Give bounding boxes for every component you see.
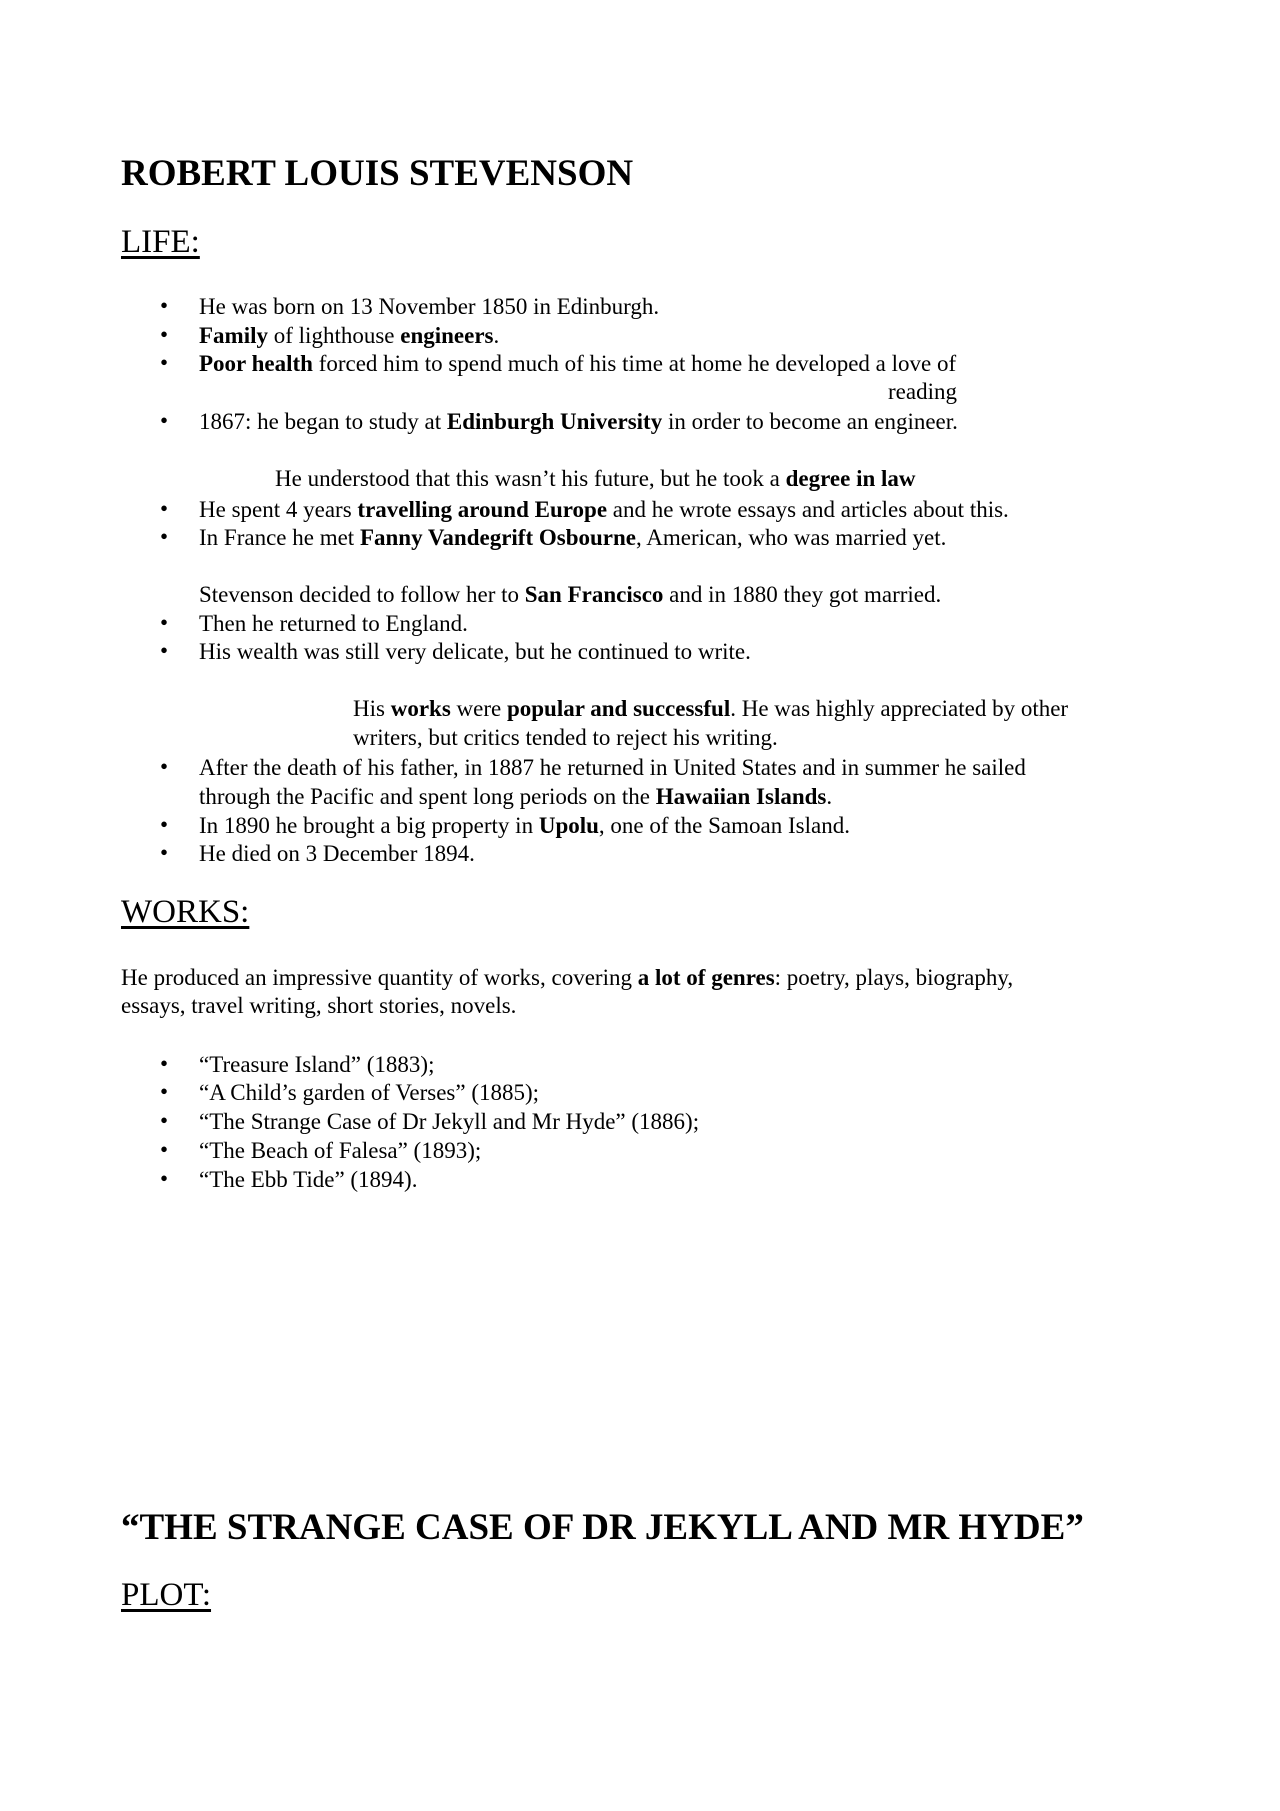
bullet-icon: •	[160, 1137, 169, 1162]
works-item: “Treasure Island” (1883);	[199, 1052, 435, 1077]
bullet-icon: •	[160, 812, 169, 837]
life-note-works: His works were popular and successful. He was highly appreciated by other	[353, 696, 1069, 721]
life-item-4: 1867: he began to study at Edinburgh University in order to become an engineer.	[199, 409, 958, 434]
plot-heading: PLOT:	[121, 1577, 212, 1613]
life-item-3: Poor health forced him to spend much of his time at home he developed a love of	[199, 351, 957, 376]
bullet-icon: •	[160, 524, 169, 549]
works-item: “The Ebb Tide” (1894).	[199, 1167, 418, 1192]
works-intro: He produced an impressive quantity of works, covering a lot of genres: poetry, plays, biography,	[121, 965, 1014, 990]
life-item-9: After the death of his father, in 1887 he returned in United States and in summer he sailed	[199, 755, 1026, 780]
life-item-7: Then he returned to England.	[199, 611, 468, 636]
life-item-5: He spent 4 years travelling around Europe and he wrote essays and articles about this.	[199, 497, 1009, 522]
bullet-icon: •	[160, 496, 169, 521]
bullet-icon: •	[160, 322, 169, 347]
life-item-10: In 1890 he brought a big property in Upolu, one of the Samoan Island.	[199, 813, 850, 838]
bullet-icon: •	[160, 754, 169, 779]
life-item-2: Family of lighthouse engineers.	[199, 323, 500, 348]
bullet-icon: •	[160, 1051, 169, 1076]
bullet-icon: •	[160, 1108, 169, 1133]
bullet-icon: •	[160, 638, 169, 663]
bullet-icon: •	[160, 1166, 169, 1191]
works-heading: WORKS:	[121, 894, 250, 930]
life-item-1: He was born on 13 November 1850 in Edinburgh.	[199, 294, 660, 319]
page-title: ROBERT LOUIS STEVENSON	[121, 153, 634, 194]
bullet-icon: •	[160, 293, 169, 318]
life-item-6: In France he met Fanny Vandegrift Osbourne, American, who was married yet.	[199, 525, 947, 550]
bullet-icon: •	[160, 350, 169, 375]
works-item: “The Strange Case of Dr Jekyll and Mr Hyde” (1886);	[199, 1109, 700, 1134]
life-note-marriage: Stevenson decided to follow her to San Francisco and in 1880 they got married.	[199, 582, 942, 607]
life-item-9-continuation: through the Pacific and spent long periods on the Hawaiian Islands.	[199, 784, 833, 809]
life-note-law: He understood that this wasn’t his future, but he took a degree in law	[275, 466, 916, 491]
life-heading: LIFE:	[121, 224, 200, 260]
life-item-3-continuation: reading	[888, 379, 957, 404]
works-item: “A Child’s garden of Verses” (1885);	[199, 1080, 540, 1105]
section-title-jekyll-hyde: “THE STRANGE CASE OF DR JEKYLL AND MR HYDE”	[121, 1507, 1084, 1548]
bullet-icon: •	[160, 840, 169, 865]
bullet-icon: •	[160, 610, 169, 635]
life-note-works-continuation: writers, but critics tended to reject his writing.	[353, 725, 778, 750]
bullet-icon: •	[160, 1079, 169, 1104]
life-item-11: He died on 3 December 1894.	[199, 841, 475, 866]
works-intro-continuation: essays, travel writing, short stories, novels.	[121, 993, 517, 1018]
life-item-8: His wealth was still very delicate, but he continued to write.	[199, 639, 751, 664]
bullet-icon: •	[160, 408, 169, 433]
works-item: “The Beach of Falesa” (1893);	[199, 1138, 482, 1163]
